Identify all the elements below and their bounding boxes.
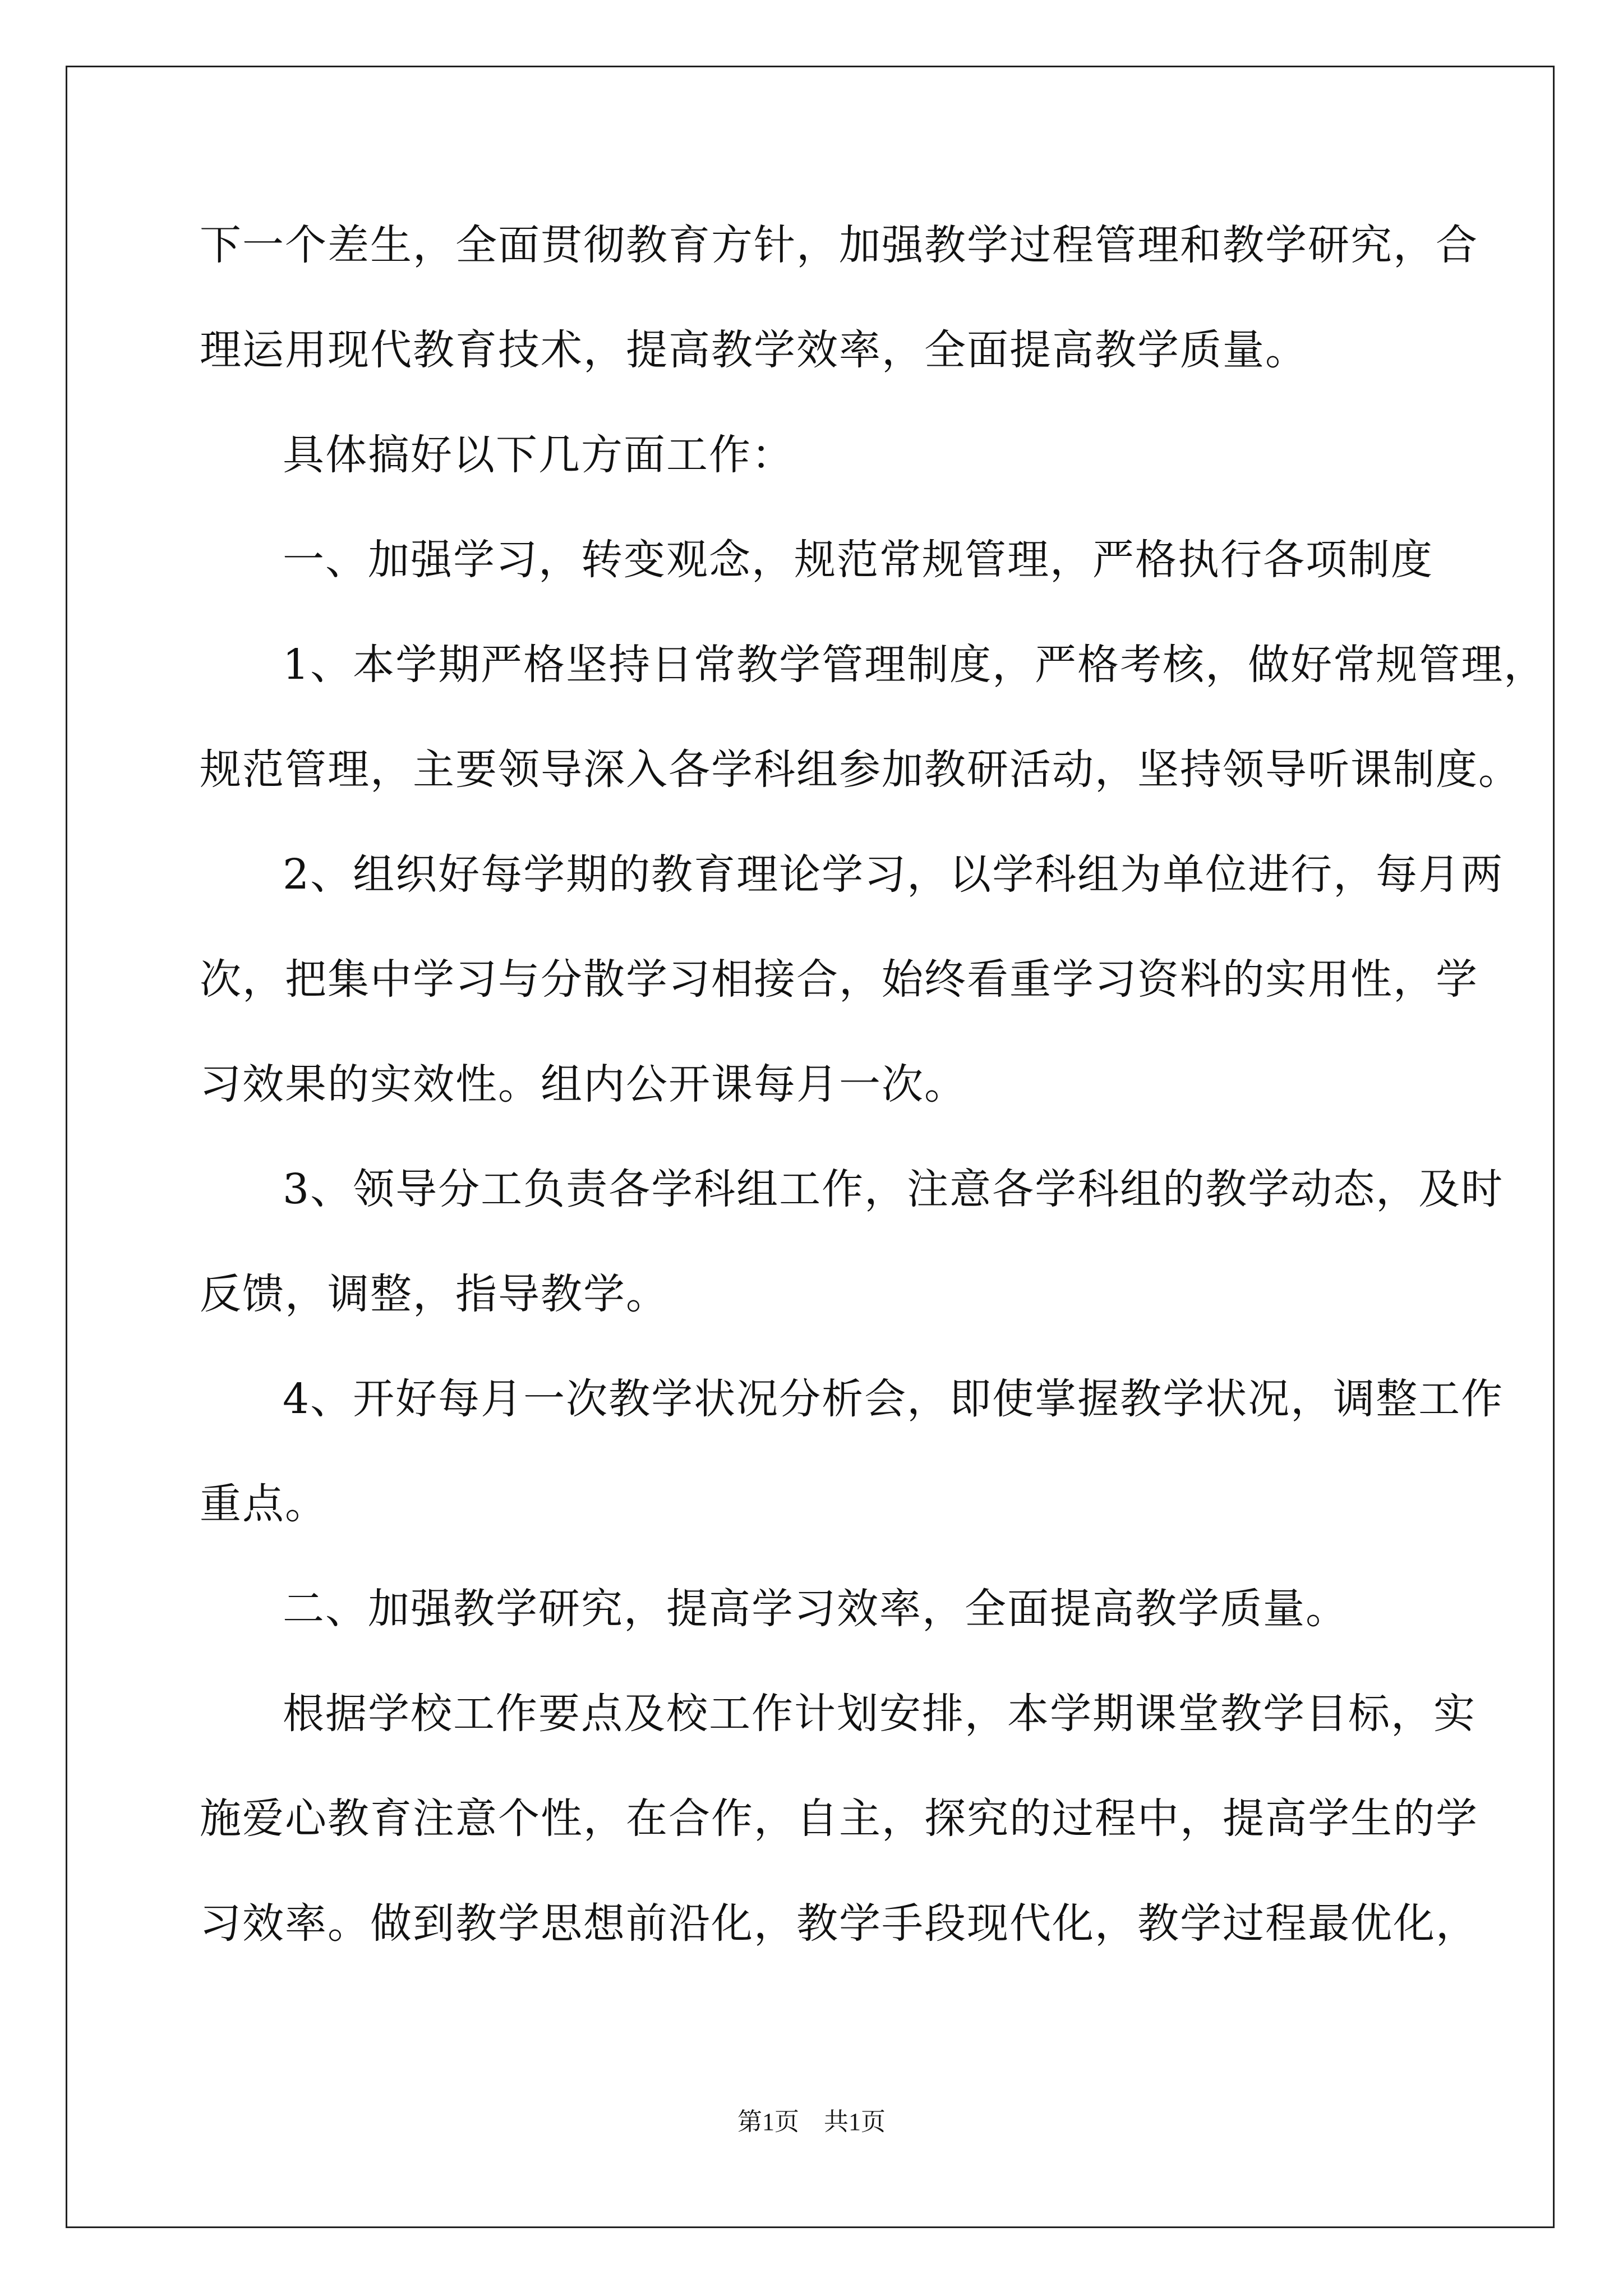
body-line: 次，把集中学习与分散学习相接合，始终看重学习资料的实用性，学 bbox=[200, 955, 1478, 1004]
section-heading: 二、加强教学研究，提高学习效率，全面提高教学质量。 bbox=[283, 1585, 1348, 1633]
body-line: 重点。 bbox=[200, 1480, 328, 1528]
body-line: 习效果的实效性。组内公开课每月一次。 bbox=[200, 1060, 967, 1108]
body-line: 施爱心教育注意个性，在合作，自主，探究的过程中，提高学生的学 bbox=[200, 1795, 1478, 1843]
body-line: 4、开好每月一次教学状况分析会，即使掌握教学状况，调整工作 bbox=[283, 1375, 1504, 1423]
body-line: 根据学校工作要点及校工作计划安排，本学期课堂教学目标，实 bbox=[283, 1690, 1476, 1738]
body-line: 理运用现代教育技术，提高教学效率，全面提高教学质量。 bbox=[200, 326, 1308, 374]
body-line: 2、组织好每学期的教育理论学习，以学科组为单位进行，每月两 bbox=[283, 850, 1504, 899]
section-heading: 一、加强学习，转变观念，规范常规管理，严格执行各项制度 bbox=[283, 536, 1433, 584]
body-line: 习效率。做到教学思想前沿化，教学手段现代化，教学过程最优化， bbox=[200, 1899, 1478, 1948]
body-line: 规范管理，主要领导深入各学科组参加教研活动，坚持领导听课制度。 bbox=[200, 746, 1521, 794]
page-footer: 第1页 共1页 bbox=[737, 2108, 886, 2136]
body-line: 3、领导分工负责各学科组工作，注意各学科组的教学动态，及时 bbox=[283, 1165, 1504, 1213]
body-line: 反馈，调整，指导教学。 bbox=[200, 1270, 668, 1318]
body-line: 下一个差生，全面贯彻教育方针，加强教学过程管理和教学研究，合 bbox=[200, 221, 1478, 269]
body-line: 1、本学期严格坚持日常教学管理制度，严格考核，做好常规管理， bbox=[283, 641, 1547, 689]
body-line: 具体搞好以下几方面工作： bbox=[283, 431, 794, 479]
